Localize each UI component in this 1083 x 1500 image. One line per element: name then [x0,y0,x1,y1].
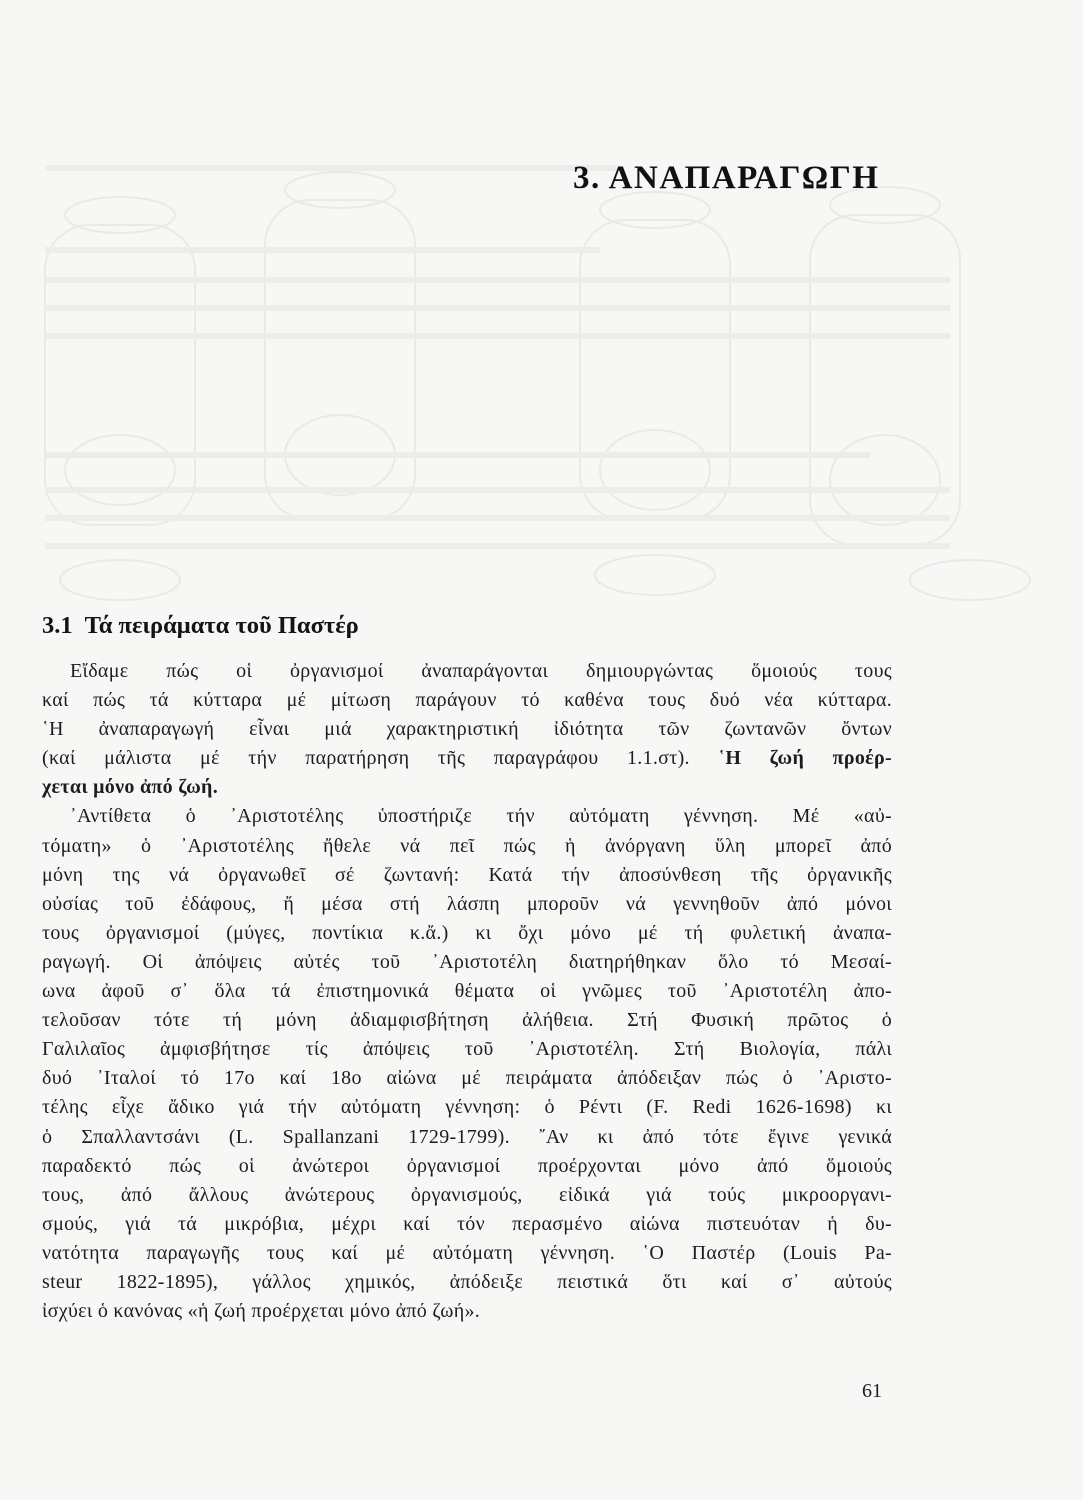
text-line: ωνα ἀφοῦ σ᾿ ὅλα τά ἐπιστημονικά θέματα οἱ γνῶμες τοῦ ᾿Αριστοτέλη ἀπο- [42,980,892,1003]
text-line [42,744,892,773]
section-number: 3.1 [42,612,73,639]
emphasis-text: ῾Η ζωή προέρ- [718,747,892,770]
text-line: τόματη» ὁ ᾿Αριστοτέλης ἤθελε νά πεῖ πώς ἡ ἀνόργανη ὕλη μπορεῖ ἀπό [42,834,892,857]
text-line: οὐσίας τοῦ ἐδάφους, ἤ μέσα στή λάσπη μποροῦν νά γεννηθοῦν ἀπό μόνοι [42,892,892,915]
text-line: μόνη της νά ὀργανωθεῖ σέ ζωντανή: Κατά τήν ἀποσύνθεση τῆς ὀργανικῆς [42,863,892,886]
text-line: σμούς, γιά τά μικρόβια, μέχρι καί τόν περασμένο αἰώνα πιστευόταν ἡ δυ- [42,1212,892,1235]
text-line: καί πώς τά κύτταρα μέ μίτωση παράγουν τό καθένα τους δυό νέα κύτταρα. [42,689,892,712]
text-line: ῾Η ἀναπαραγωγή εἶναι μιά χαρακτηριστική ἰδιότητα τῶν ζωντανῶν ὄντων [42,718,892,741]
text-line: Γαλιλαῖος ἀμφισβήτησε τίς ἀπόψεις τοῦ ᾿Αριστοτέλη. Στή Βιολογία, πάλι [42,1038,892,1061]
text-line: δυό ᾿Ιταλοί τό 17ο καί 18ο αἰώνα μέ πειράματα ἀπόδειξαν πώς ὁ ᾿Αριστο- [42,1067,892,1090]
text-line: παραδεκτό πώς οἱ ἀνώτεροι ὀργανισμοί προέρχονται μόνο ἀπό ὅμοιούς [42,1154,892,1177]
text-line: Εἴδαμε πώς οἱ ὀργανισμοί ἀναπαράγονται δημιουργώντας ὅμοιούς τους [70,660,892,682]
text-line: ὁ Σπαλλαντσάνι (L. Spallanzani 1729-1799). ῎Αν κι ἀπό τότε ἔγινε γενικά [42,1125,892,1148]
text-line: ᾿Αντίθετα ὁ ᾿Αριστοτέλης ὑποστήριζε τήν αὐτόματη γέννηση. Μέ «αὐ- [70,805,892,828]
text-line: τέλης εἶχε ἄδικο γιά τήν αὐτόματη γέννηση: ὁ Ρέντι (F. Redi 1626-1698) κι [42,1096,892,1119]
page-number: 61 [862,1380,882,1402]
text-line: ἰσχύει ὁ κανόνας «ἡ ζωή προέρχεται μόνο ἀπό ζωή». [42,1300,481,1323]
chapter-title: 3. ΑΝΑΠΑΡΑΓΩΓΗ [573,160,880,196]
text-line: ραγωγή. Οἱ ἀπόψεις αὐτές τοῦ ᾿Αριστοτέλη διατηρήθηκαν ὅλο τό Μεσαί- [42,950,892,973]
text-span: (καί μάλιστα μέ τήν παρατήρηση τῆς παραγράφου 1.1.στ). [42,747,690,770]
text-line: τελοῦσαν τότε τή μόνη ἀδιαμφισβήτηση ἀλήθεια. Στή Φυσική πρῶτος ὁ [42,1009,892,1032]
section-title: Τά πειράματα τοῦ Παστέρ [84,612,359,639]
body-text [42,657,892,1326]
text-line: νατότητα παραγωγῆς τους καί μέ αὐτόματη γέννηση. ῾Ο Παστέρ (Louis Pa- [42,1241,892,1264]
section-heading [42,612,359,640]
text-line: τους ὀργανισμοί (μύγες, ποντίκια κ.ἄ.) κι ὄχι μόνο μέ τή φυλετική ἀναπα- [42,921,892,944]
emphasis-line: χεται μόνο ἀπό ζωή. [42,776,219,799]
text-line: steur 1822-1895), γάλλος χημικός, ἀπόδειξε πειστικά ὅτι καί σ᾿ αὐτούς [42,1270,892,1293]
text-line: τους, ἀπό ἄλλους ἀνώτερους ὀργανισμούς, εἰδικά γιά τούς μικροοργανι- [42,1183,892,1206]
